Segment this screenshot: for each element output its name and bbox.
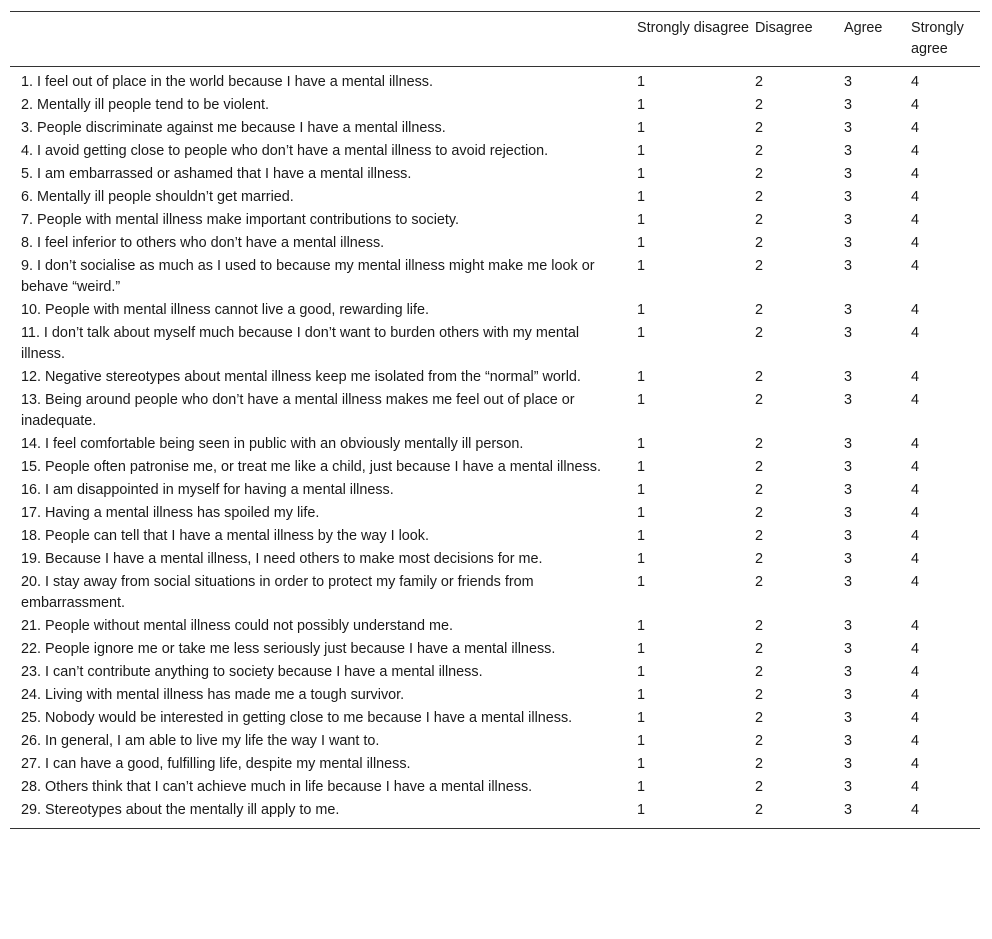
- item-statement: 25. Nobody would be interested in getting close to me because I have a mental illness.: [21, 710, 573, 726]
- table-body: [10, 67, 980, 829]
- score-agree: 3: [844, 710, 853, 726]
- item-statement: 20. I stay away from social situations in order to protect my family or friends from embarrassment.: [21, 574, 534, 611]
- score-strongly-disagree: 1: [637, 756, 646, 772]
- table-row: [10, 707, 980, 730]
- score-disagree: 2: [755, 528, 764, 544]
- score-strongly-agree: 4: [911, 235, 920, 251]
- score-disagree: 2: [755, 710, 764, 726]
- item-statement: 19. Because I have a mental illness, I need others to make most decisions for me.: [21, 551, 543, 567]
- score-strongly-disagree: 1: [637, 710, 646, 726]
- score-disagree: 2: [755, 189, 764, 205]
- score-agree: 3: [844, 687, 853, 703]
- score-strongly-disagree: 1: [637, 325, 646, 341]
- score-agree: 3: [844, 756, 853, 772]
- score-disagree: 2: [755, 74, 764, 90]
- table-row: [10, 299, 980, 322]
- score-disagree: 2: [755, 392, 764, 408]
- score-strongly-disagree: 1: [637, 302, 646, 318]
- table-row: [10, 799, 980, 829]
- item-statement: 16. I am disappointed in myself for having a mental illness.: [21, 482, 394, 498]
- item-statement: 14. I feel comfortable being seen in public with an obviously mentally ill person.: [21, 436, 524, 452]
- score-strongly-agree: 4: [911, 120, 920, 136]
- table-row: [10, 548, 980, 571]
- item-statement: 24. Living with mental illness has made me a tough survivor.: [21, 687, 405, 703]
- score-strongly-agree: 4: [911, 505, 920, 521]
- score-agree: 3: [844, 459, 853, 475]
- table-row: [10, 730, 980, 753]
- score-strongly-disagree: 1: [637, 369, 646, 385]
- score-strongly-agree: 4: [911, 779, 920, 795]
- item-statement: 3. People discriminate against me because I have a mental illness.: [21, 120, 446, 136]
- table-row: [10, 140, 980, 163]
- score-strongly-agree: 4: [911, 302, 920, 318]
- table-row: [10, 684, 980, 707]
- score-strongly-agree: 4: [911, 756, 920, 772]
- score-agree: 3: [844, 779, 853, 795]
- score-agree: 3: [844, 166, 853, 182]
- score-agree: 3: [844, 528, 853, 544]
- score-strongly-disagree: 1: [637, 528, 646, 544]
- score-strongly-agree: 4: [911, 618, 920, 634]
- table-row: [10, 753, 980, 776]
- item-statement: 17. Having a mental illness has spoiled my life.: [21, 505, 320, 521]
- score-strongly-disagree: 1: [637, 505, 646, 521]
- header-strongly-disagree: Strongly disagree: [637, 20, 749, 36]
- score-strongly-agree: 4: [911, 482, 920, 498]
- score-strongly-disagree: 1: [637, 459, 646, 475]
- score-strongly-agree: 4: [911, 143, 920, 159]
- score-agree: 3: [844, 392, 853, 408]
- header-item: [10, 12, 637, 67]
- table-row: [10, 525, 980, 548]
- score-agree: 3: [844, 482, 853, 498]
- score-strongly-disagree: 1: [637, 802, 646, 818]
- table-row: [10, 94, 980, 117]
- score-disagree: 2: [755, 459, 764, 475]
- table-row: [10, 322, 980, 366]
- score-strongly-disagree: 1: [637, 143, 646, 159]
- score-strongly-disagree: 1: [637, 120, 646, 136]
- score-strongly-disagree: 1: [637, 779, 646, 795]
- score-strongly-agree: 4: [911, 258, 920, 274]
- score-disagree: 2: [755, 687, 764, 703]
- score-disagree: 2: [755, 802, 764, 818]
- score-agree: 3: [844, 212, 853, 228]
- score-agree: 3: [844, 97, 853, 113]
- item-statement: 12. Negative stereotypes about mental illness keep me isolated from the “normal” world.: [21, 369, 581, 385]
- score-disagree: 2: [755, 574, 764, 590]
- score-strongly-agree: 4: [911, 436, 920, 452]
- table-row: [10, 615, 980, 638]
- table-row: [10, 186, 980, 209]
- score-strongly-disagree: 1: [637, 436, 646, 452]
- score-disagree: 2: [755, 482, 764, 498]
- table-row: [10, 209, 980, 232]
- score-strongly-disagree: 1: [637, 212, 646, 228]
- score-agree: 3: [844, 235, 853, 251]
- score-disagree: 2: [755, 641, 764, 657]
- table-row: [10, 456, 980, 479]
- score-disagree: 2: [755, 618, 764, 634]
- score-strongly-disagree: 1: [637, 664, 646, 680]
- table-row: [10, 433, 980, 456]
- score-strongly-disagree: 1: [637, 641, 646, 657]
- score-strongly-agree: 4: [911, 369, 920, 385]
- score-strongly-disagree: 1: [637, 235, 646, 251]
- header-disagree: Disagree: [755, 20, 813, 36]
- table-row: [10, 163, 980, 186]
- score-strongly-disagree: 1: [637, 733, 646, 749]
- score-disagree: 2: [755, 551, 764, 567]
- header-strongly-agree: Strongly agree: [911, 20, 964, 57]
- score-agree: 3: [844, 618, 853, 634]
- score-strongly-disagree: 1: [637, 189, 646, 205]
- table-row: [10, 638, 980, 661]
- header-row: [10, 12, 980, 67]
- score-disagree: 2: [755, 166, 764, 182]
- item-statement: 21. People without mental illness could not possibly understand me.: [21, 618, 453, 634]
- score-strongly-agree: 4: [911, 392, 920, 408]
- score-disagree: 2: [755, 143, 764, 159]
- score-disagree: 2: [755, 258, 764, 274]
- stigma-scale-table: [10, 11, 980, 829]
- item-statement: 2. Mentally ill people tend to be violent.: [21, 97, 269, 113]
- score-disagree: 2: [755, 120, 764, 136]
- score-agree: 3: [844, 369, 853, 385]
- item-statement: 22. People ignore me or take me less seriously just because I have a mental illness.: [21, 641, 556, 657]
- score-strongly-agree: 4: [911, 166, 920, 182]
- table-row: [10, 389, 980, 433]
- score-strongly-agree: 4: [911, 733, 920, 749]
- score-agree: 3: [844, 302, 853, 318]
- score-agree: 3: [844, 120, 853, 136]
- score-disagree: 2: [755, 212, 764, 228]
- score-agree: 3: [844, 143, 853, 159]
- score-strongly-disagree: 1: [637, 574, 646, 590]
- score-disagree: 2: [755, 235, 764, 251]
- score-strongly-disagree: 1: [637, 482, 646, 498]
- score-strongly-disagree: 1: [637, 97, 646, 113]
- score-strongly-agree: 4: [911, 551, 920, 567]
- score-disagree: 2: [755, 436, 764, 452]
- score-disagree: 2: [755, 779, 764, 795]
- score-strongly-disagree: 1: [637, 551, 646, 567]
- item-statement: 8. I feel inferior to others who don’t have a mental illness.: [21, 235, 385, 251]
- table-row: [10, 571, 980, 615]
- score-agree: 3: [844, 733, 853, 749]
- item-statement: 9. I don’t socialise as much as I used to because my mental illness might make me look or behave “weird.”: [21, 258, 595, 295]
- score-agree: 3: [844, 574, 853, 590]
- item-statement: 5. I am embarrassed or ashamed that I have a mental illness.: [21, 166, 412, 182]
- score-strongly-disagree: 1: [637, 392, 646, 408]
- table-row: [10, 117, 980, 140]
- table-row: [10, 776, 980, 799]
- item-statement: 7. People with mental illness make important contributions to society.: [21, 212, 460, 228]
- item-statement: 26. In general, I am able to live my life the way I want to.: [21, 733, 380, 749]
- table-row: [10, 67, 980, 95]
- score-strongly-agree: 4: [911, 212, 920, 228]
- item-statement: 23. I can’t contribute anything to society because I have a mental illness.: [21, 664, 483, 680]
- score-strongly-agree: 4: [911, 74, 920, 90]
- score-agree: 3: [844, 189, 853, 205]
- score-agree: 3: [844, 505, 853, 521]
- table-row: [10, 502, 980, 525]
- score-disagree: 2: [755, 733, 764, 749]
- score-strongly-disagree: 1: [637, 687, 646, 703]
- header-agree: Agree: [844, 20, 883, 36]
- score-strongly-agree: 4: [911, 641, 920, 657]
- score-disagree: 2: [755, 369, 764, 385]
- score-disagree: 2: [755, 302, 764, 318]
- score-strongly-agree: 4: [911, 802, 920, 818]
- item-statement: 15. People often patronise me, or treat me like a child, just because I have a mental illness.: [21, 459, 601, 475]
- score-strongly-disagree: 1: [637, 258, 646, 274]
- table-row: [10, 232, 980, 255]
- score-agree: 3: [844, 802, 853, 818]
- item-statement: 28. Others think that I can’t achieve much in life because I have a mental illness.: [21, 779, 533, 795]
- item-statement: 10. People with mental illness cannot live a good, rewarding life.: [21, 302, 429, 318]
- item-statement: 27. I can have a good, fulfilling life, despite my mental illness.: [21, 756, 411, 772]
- score-agree: 3: [844, 641, 853, 657]
- score-strongly-agree: 4: [911, 189, 920, 205]
- item-statement: 11. I don’t talk about myself much because I don’t want to burden others with my mental illness.: [21, 325, 580, 362]
- score-agree: 3: [844, 325, 853, 341]
- score-strongly-disagree: 1: [637, 166, 646, 182]
- score-agree: 3: [844, 436, 853, 452]
- score-strongly-agree: 4: [911, 528, 920, 544]
- item-statement: 29. Stereotypes about the mentally ill apply to me.: [21, 802, 340, 818]
- score-agree: 3: [844, 258, 853, 274]
- stigma-scale-table-container: [10, 11, 980, 829]
- score-strongly-agree: 4: [911, 97, 920, 113]
- score-strongly-agree: 4: [911, 664, 920, 680]
- table-row: [10, 479, 980, 502]
- score-strongly-disagree: 1: [637, 74, 646, 90]
- score-disagree: 2: [755, 505, 764, 521]
- score-agree: 3: [844, 74, 853, 90]
- score-strongly-agree: 4: [911, 459, 920, 475]
- score-disagree: 2: [755, 664, 764, 680]
- item-statement: 4. I avoid getting close to people who don’t have a mental illness to avoid rejection.: [21, 143, 549, 159]
- item-statement: 13. Being around people who don’t have a mental illness makes me feel out of place or inadequate.: [21, 392, 575, 429]
- score-strongly-agree: 4: [911, 325, 920, 341]
- item-statement: 6. Mentally ill people shouldn’t get married.: [21, 189, 294, 205]
- item-statement: 1. I feel out of place in the world because I have a mental illness.: [21, 74, 433, 90]
- item-statement: 18. People can tell that I have a mental illness by the way I look.: [21, 528, 429, 544]
- score-strongly-disagree: 1: [637, 618, 646, 634]
- score-strongly-agree: 4: [911, 687, 920, 703]
- score-disagree: 2: [755, 756, 764, 772]
- score-agree: 3: [844, 551, 853, 567]
- score-disagree: 2: [755, 325, 764, 341]
- table-row: [10, 255, 980, 299]
- table-row: [10, 366, 980, 389]
- table-row: [10, 661, 980, 684]
- score-disagree: 2: [755, 97, 764, 113]
- score-strongly-agree: 4: [911, 574, 920, 590]
- score-agree: 3: [844, 664, 853, 680]
- score-strongly-agree: 4: [911, 710, 920, 726]
